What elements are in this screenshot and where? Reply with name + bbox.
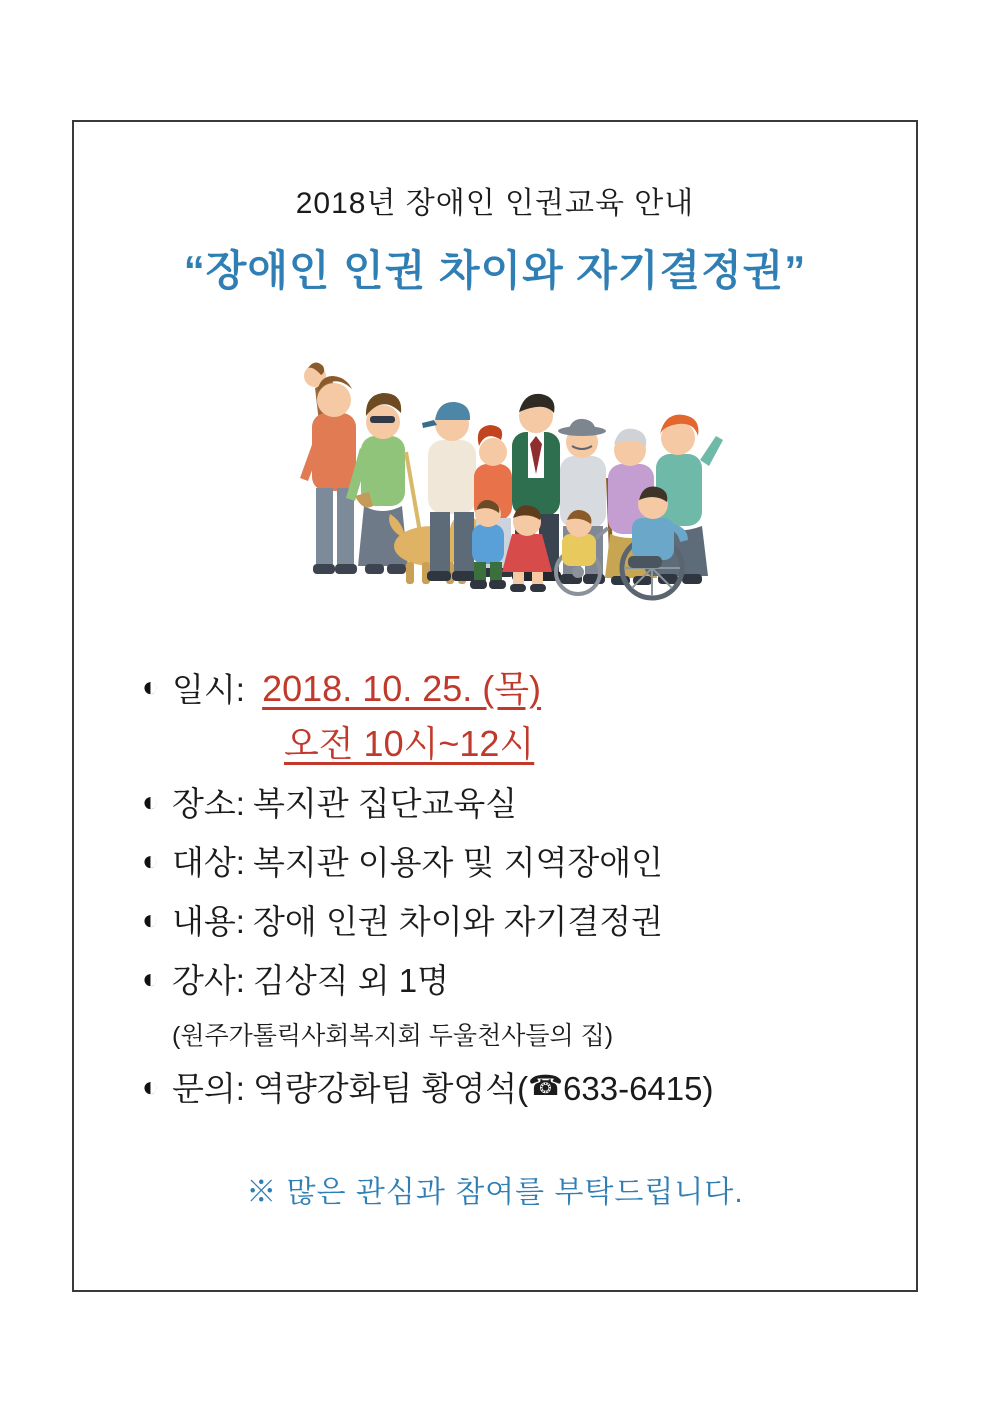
bullet-icon: ◐ <box>142 1071 159 1103</box>
instructor-affiliation-note: (원주가톨릭사회복지회 두울천사들의 집) <box>172 1022 614 1051</box>
info-item-content <box>142 899 882 946</box>
info-label-instructor: 강사: <box>172 961 245 999</box>
bullet-icon: ◐ <box>142 785 159 817</box>
people-illustration <box>260 328 730 618</box>
info-label-datetime: 일시: <box>172 671 245 708</box>
info-item-contact <box>142 1066 882 1113</box>
contact-list <box>108 1066 882 1113</box>
info-item-audience <box>142 840 882 887</box>
info-value-datetime-line2: 오전 10시~12시 <box>284 722 535 764</box>
bullet-icon: ◐ <box>142 844 159 876</box>
info-item-datetime <box>142 666 882 769</box>
poster-title: “장애인 인권 차이와 자기결정권” <box>183 247 807 294</box>
info-value-contact-team: 역량강화팀 황영석( <box>252 1070 529 1108</box>
info-item-place <box>142 781 882 828</box>
info-value-instructor: 김상직 외 1명 <box>252 961 450 999</box>
info-value-content: 장애 인권 차이와 자기결정권 <box>252 902 663 940</box>
bullet-icon: ◐ <box>142 671 159 702</box>
info-value-place: 복지관 집단교육실 <box>252 784 518 822</box>
telephone-icon: ☎ <box>528 1070 564 1102</box>
info-value-audience: 복지관 이용자 및 지역장애인 <box>252 843 663 881</box>
info-item-instructor <box>142 958 882 1005</box>
info-label-place: 장소: <box>172 784 245 822</box>
figure-man-with-cap <box>422 402 476 581</box>
people-illustration-svg <box>260 328 730 618</box>
info-label-audience: 대상: <box>172 843 245 881</box>
info-label-content: 내용: <box>172 902 245 940</box>
poster-subtitle: 2018년 장애인 인권교육 안내 <box>295 187 695 220</box>
info-label-contact: 문의: <box>172 1070 245 1108</box>
info-value-contact-phone: 633-6415) <box>563 1070 714 1108</box>
poster-frame <box>72 120 918 1292</box>
event-info-list <box>108 666 882 1004</box>
poster-content <box>74 122 916 1290</box>
bullet-icon: ◐ <box>142 962 159 994</box>
bullet-icon: ◐ <box>142 903 159 935</box>
footer-note: ※ 많은 관심과 참여를 부탁드립니다. <box>246 1176 744 1210</box>
info-value-datetime: 2018. 10. 25. (목) <box>262 668 542 709</box>
figure-waving-man <box>300 362 357 574</box>
